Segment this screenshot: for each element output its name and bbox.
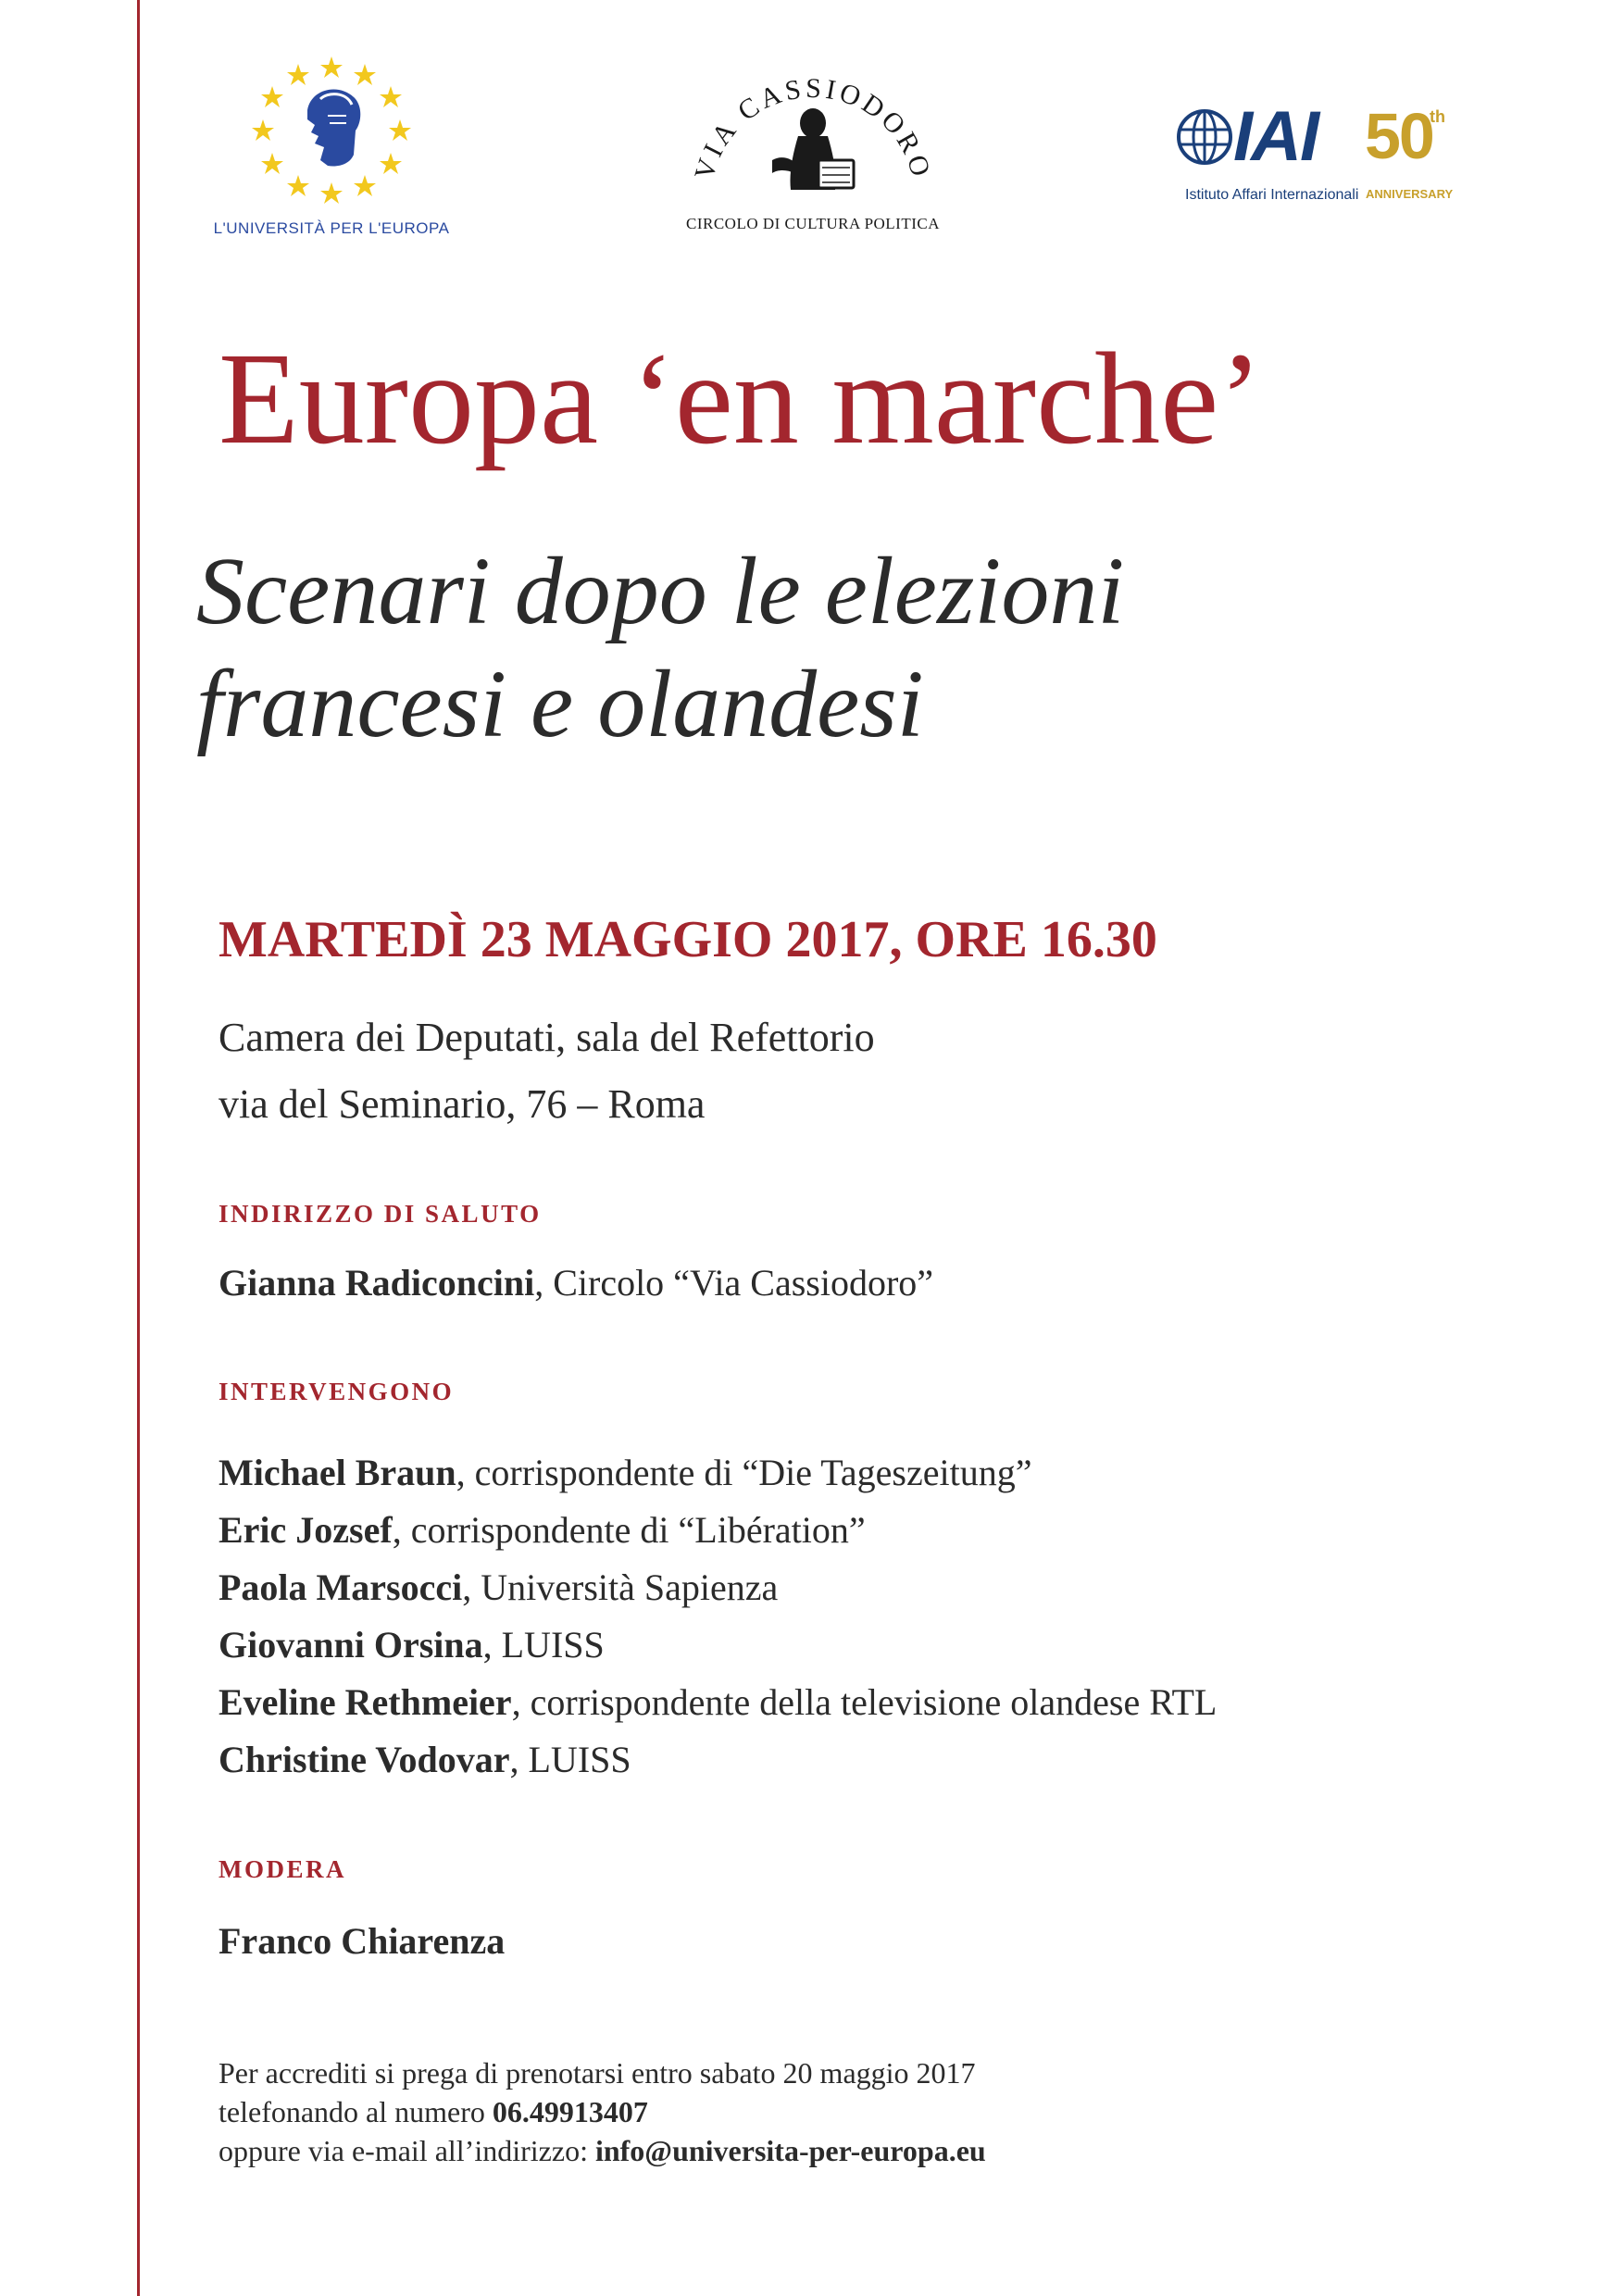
person-name: Eric Jozsef [219, 1509, 393, 1551]
left-margin-rule [137, 0, 140, 2296]
registration-info [219, 2053, 986, 2170]
iai-name: Istituto Affari Internazionali [1185, 187, 1359, 203]
person-role: , LUISS [482, 1624, 605, 1666]
iai-mark: IAI [1233, 97, 1318, 176]
event-title: Europa ‘en marche’ [219, 325, 1263, 471]
universita-per-europa-logo [211, 51, 452, 245]
person-row [219, 1913, 505, 1970]
person-role: , LUISS [509, 1739, 631, 1780]
event-venue [219, 1004, 875, 1138]
via-cassiodoro-logo [674, 51, 952, 245]
person-row [219, 1731, 1217, 1789]
person-name: Eveline Rethmeier [219, 1681, 512, 1723]
eu-stars-minerva-icon [211, 51, 452, 218]
person-role: , Università Sapienza [462, 1566, 779, 1608]
person-row [219, 1559, 1217, 1616]
subtitle-line-1: Scenari dopo le elezioni [196, 538, 1125, 644]
person-row [219, 1616, 1217, 1674]
cassiodoro-figure-icon [674, 51, 952, 213]
iai-50th-logo [1176, 97, 1481, 222]
speakers-section-label: INTERVENGONO [219, 1378, 455, 1405]
greeting-list [219, 1254, 933, 1312]
person-row [219, 1254, 933, 1312]
venue-line-2: via del Seminario, 76 – Roma [219, 1081, 706, 1127]
speakers-list [219, 1444, 1217, 1789]
greeting-section-label: INDIRIZZO DI SALUTO [219, 1200, 542, 1228]
person-name: Paola Marsocci [219, 1566, 463, 1608]
person-row [219, 1444, 1217, 1502]
person-role: , corrispondente di “Libération” [392, 1509, 866, 1551]
email-link[interactable]: info@universita-per-europa.eu [594, 2134, 986, 2167]
iai-th: th [1430, 107, 1445, 126]
person-row [219, 1502, 1217, 1559]
footer-email-prefix: oppure via e-mail all’indirizzo: [219, 2134, 595, 2167]
footer-line-1: Per accrediti si prega di prenotarsi entro sabato 20 maggio 2017 [219, 2056, 976, 2090]
moderator-section-label: MODERA [219, 1855, 346, 1883]
person-name: Michael Braun [219, 1452, 456, 1493]
footer-line-2 [219, 2092, 986, 2131]
phone-number[interactable]: 06.49913407 [492, 2095, 648, 2128]
iai-globe-icon [1176, 102, 1233, 176]
cassiodoro-arc-text: VIA CASSIODORO [689, 72, 937, 183]
iai-fifty: 50 [1365, 100, 1433, 172]
iai-anniversary: ANNIVERSARY [1366, 187, 1454, 201]
event-subtitle [196, 535, 1124, 761]
footer-phone-prefix: telefonando al numero [219, 2095, 493, 2128]
person-name: Giovanni Orsina [219, 1624, 483, 1666]
person-role: , corrispondente di “Die Tageszeitung” [456, 1452, 1032, 1493]
footer-line-3 [219, 2131, 986, 2170]
moderator-list [219, 1913, 505, 1970]
subtitle-line-2: francesi e olandesi [196, 651, 924, 757]
person-role: , Circolo “Via Cassiodoro” [534, 1262, 934, 1304]
venue-line-1: Camera dei Deputati, sala del Refettorio [219, 1015, 875, 1060]
person-name: Gianna Radiconcini [219, 1262, 535, 1304]
person-role: , corrispondente della televisione olandese RTL [511, 1681, 1218, 1723]
person-name: Christine Vodovar [219, 1739, 510, 1780]
person-name: Franco Chiarenza [219, 1920, 506, 1962]
event-date: MARTEDÌ 23 MAGGIO 2017, ORE 16.30 [219, 911, 1157, 968]
cassiodoro-logo-caption: CIRCOLO DI CULTURA POLITICA [685, 215, 941, 232]
universita-logo-caption: L'UNIVERSITÀ PER L'EUROPA [213, 219, 450, 237]
person-row [219, 1674, 1217, 1731]
